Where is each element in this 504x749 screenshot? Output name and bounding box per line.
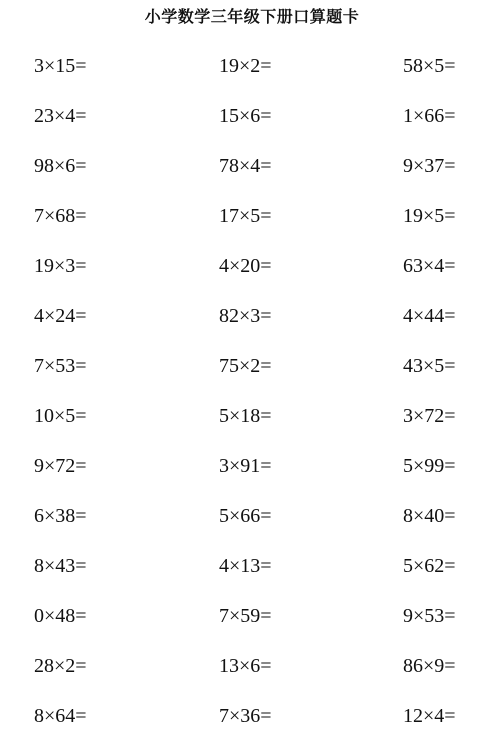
problem-cell: 86×9=	[403, 655, 456, 677]
problem-cell: 5×99=	[403, 455, 456, 477]
problem-cell: 19×5=	[403, 205, 456, 227]
problem-cell: 9×72=	[34, 455, 87, 477]
problem-row	[0, 399, 504, 449]
problem-cell: 17×5=	[219, 205, 272, 227]
problem-cell: 82×3=	[219, 305, 272, 327]
problem-cell: 4×24=	[34, 305, 87, 327]
problem-cell: 0×48=	[34, 605, 87, 627]
page-title: 小学数学三年级下册口算题卡	[144, 7, 360, 26]
problem-cell: 3×72=	[403, 405, 456, 427]
problem-cell: 58×5=	[403, 55, 456, 77]
problem-row	[0, 49, 504, 99]
problem-cell: 78×4=	[219, 155, 272, 177]
problem-cell: 5×18=	[219, 405, 272, 427]
problem-row	[0, 249, 504, 299]
problem-cell: 5×66=	[219, 505, 272, 527]
problem-cell: 43×5=	[403, 355, 456, 377]
problem-cell: 9×53=	[403, 605, 456, 627]
problem-cell: 4×20=	[219, 255, 272, 277]
problem-cell: 5×62=	[403, 555, 456, 577]
problem-row	[0, 349, 504, 399]
problem-cell: 23×4=	[34, 105, 87, 127]
problem-grid	[0, 49, 504, 749]
problem-cell: 8×40=	[403, 505, 456, 527]
problem-cell: 10×5=	[34, 405, 87, 427]
problem-cell: 3×91=	[219, 455, 272, 477]
problem-cell: 12×4=	[403, 705, 456, 727]
problem-cell: 8×43=	[34, 555, 87, 577]
problem-row	[0, 599, 504, 649]
problem-cell: 9×37=	[403, 155, 456, 177]
problem-cell: 4×44=	[403, 305, 456, 327]
problem-cell: 28×2=	[34, 655, 87, 677]
problem-row	[0, 99, 504, 149]
problem-row	[0, 299, 504, 349]
problem-row	[0, 699, 504, 749]
problem-row	[0, 449, 504, 499]
problem-cell: 1×66=	[403, 105, 456, 127]
problem-cell: 98×6=	[34, 155, 87, 177]
problem-cell: 13×6=	[219, 655, 272, 677]
problem-cell: 19×3=	[34, 255, 87, 277]
problem-cell: 63×4=	[403, 255, 456, 277]
problem-cell: 7×36=	[219, 705, 272, 727]
problem-cell: 75×2=	[219, 355, 272, 377]
problem-cell: 7×59=	[219, 605, 272, 627]
problem-cell: 15×6=	[219, 105, 272, 127]
problem-cell: 7×53=	[34, 355, 87, 377]
problem-cell: 6×38=	[34, 505, 87, 527]
problem-row	[0, 149, 504, 199]
problem-row	[0, 649, 504, 699]
problem-cell: 4×13=	[219, 555, 272, 577]
problem-row	[0, 199, 504, 249]
problem-cell: 8×64=	[34, 705, 87, 727]
problem-cell: 3×15=	[34, 55, 87, 77]
problem-row	[0, 499, 504, 549]
problem-cell: 19×2=	[219, 55, 272, 77]
problem-row	[0, 549, 504, 599]
problem-cell: 7×68=	[34, 205, 87, 227]
